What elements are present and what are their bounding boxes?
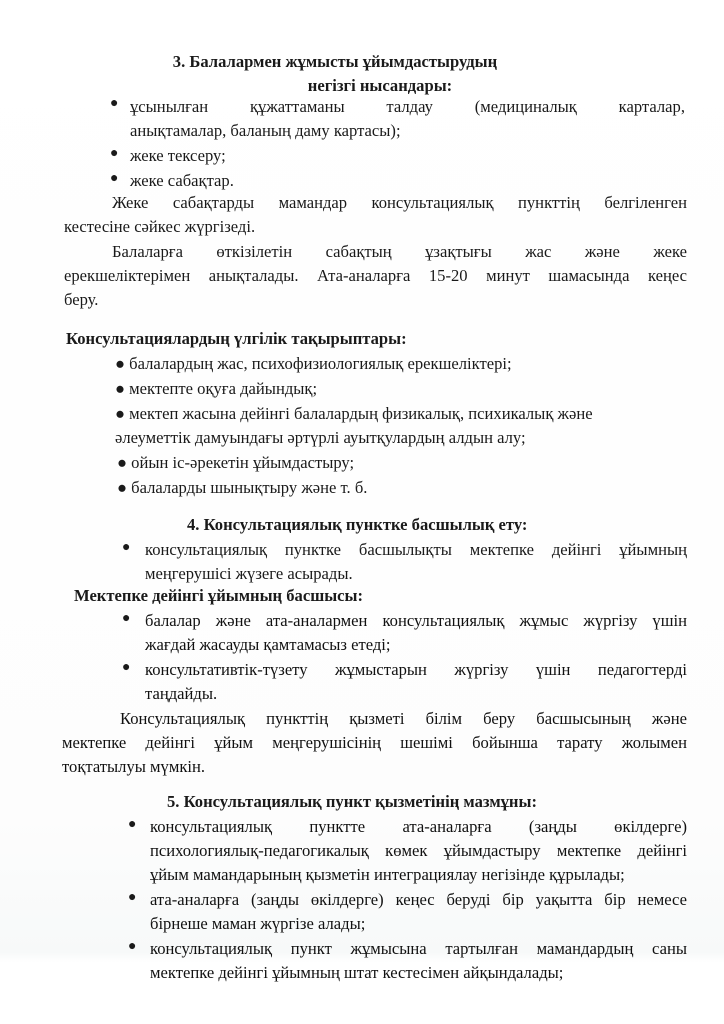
paragraph-line: Консультациялық пункттің қызметі білім беру басшысының және (120, 709, 687, 728)
list-item: консультациялық пунктте ата-аналарға (заңды өкілдерге) (150, 817, 687, 836)
bullet-icon: ● (110, 96, 119, 111)
bullet-icon: ● (128, 939, 137, 954)
topic-item: ● мектепте оқуға дайындық; (115, 379, 318, 398)
list-item (130, 95, 685, 119)
list-item-continuation (130, 119, 685, 143)
bullet-icon: ● (128, 890, 137, 905)
list-item-line: ұсынылған құжаттаманы талдау (медициналық карталар, (130, 97, 685, 116)
topics-title: Консультациялардың үлгілік тақырыптары: (66, 329, 407, 348)
section3-title-line2: негізгі нысандары: (307, 76, 453, 95)
paragraph-line: ерекшеліктерімен анықталады. Ата-аналарға 15-20 минут шамасында кеңес (64, 266, 687, 285)
list-item-continuation: бірнеше маман жүргізе алады; (150, 914, 366, 933)
topic-item: ● мектеп жасына дейінгі балалардың физикалық, психикалық және (115, 404, 593, 423)
section4-title: 4. Консультациялық пунктке басшылық ету: (187, 515, 528, 534)
topic-item-continuation: әлеуметтік дамуындағы әртүрлі ауытқулардың алдын алу; (115, 428, 526, 447)
paragraph-line: беру. (64, 290, 99, 309)
bullet-icon: ● (110, 171, 119, 186)
list-item-continuation: ұйым мамандарының қызметін интеграциялау негізінде құрылады; (150, 865, 625, 884)
list-item: консультациялық пунктке басшылықты мектепке дейінгі ұйымның (145, 540, 687, 559)
list-item: консультациялық пункт жұмысына тартылған мамандардың саны (150, 939, 687, 958)
bullet-icon: ● (122, 611, 131, 626)
list-item-line: анықтамалар, баланың даму картасы); (130, 121, 401, 140)
list-item: жеке тексеру; (130, 146, 226, 165)
list-item: ата-аналарға (заңды өкілдерге) кеңес беруді бір уақытта бір немесе (150, 890, 687, 909)
list-item-continuation: психологиялық-педагогикалық көмек ұйымдастыру мектепке дейінгі (150, 841, 687, 860)
list-item-continuation: мектепке дейінгі ұйымның штат кестесімен айқындалады; (150, 963, 564, 982)
list-item: балалар және ата-аналармен консультациялық жұмыс жүргізу үшін (145, 611, 687, 630)
bullet-icon: ● (110, 146, 119, 161)
section5-title: 5. Консультациялық пункт қызметінің мазмұны: (167, 792, 537, 811)
bullet-icon: ● (122, 660, 131, 675)
list-item-continuation: жағдай жасауды қамтамасыз етеді; (145, 635, 391, 654)
paragraph-line: тоқтатылуы мүмкін. (62, 757, 206, 776)
list-item-continuation: меңгерушісі жүзеге асырады. (145, 564, 353, 583)
paragraph-line: Балаларға өткізілетін сабақтың ұзақтығы жас және жеке (112, 242, 687, 261)
paragraph-line: кестесіне сәйкес жүргізеді. (64, 217, 256, 236)
head-title: Мектепке дейінгі ұйымның басшысы: (74, 586, 364, 605)
section3-title (100, 50, 570, 98)
topic-item: ● ойын іс-әрекетін ұйымдастыру; (117, 453, 355, 472)
bullet-icon: ● (128, 817, 137, 832)
list-item-continuation: таңдайды. (145, 684, 218, 703)
list-item: жеке сабақтар. (130, 171, 234, 190)
paragraph-line: Жеке сабақтарды мамандар консультациялық пункттің белгіленген (112, 193, 687, 212)
section3-title-line1: 3. Балалармен жұмысты ұйымдастырудың (172, 52, 498, 71)
topic-item: ● балаларды шынықтыру және т. б. (117, 478, 368, 497)
topic-item: ● балалардың жас, психофизиологиялық ерекшеліктері; (115, 354, 512, 373)
list-item: консультативтік-түзету жұмыстарын жүргізу үшін педагогтерді (145, 660, 687, 679)
paragraph-line: мектепке дейінгі ұйым меңгерушісінің шешімі бойынша тарату жолымен (62, 733, 687, 752)
bullet-icon: ● (122, 540, 131, 555)
